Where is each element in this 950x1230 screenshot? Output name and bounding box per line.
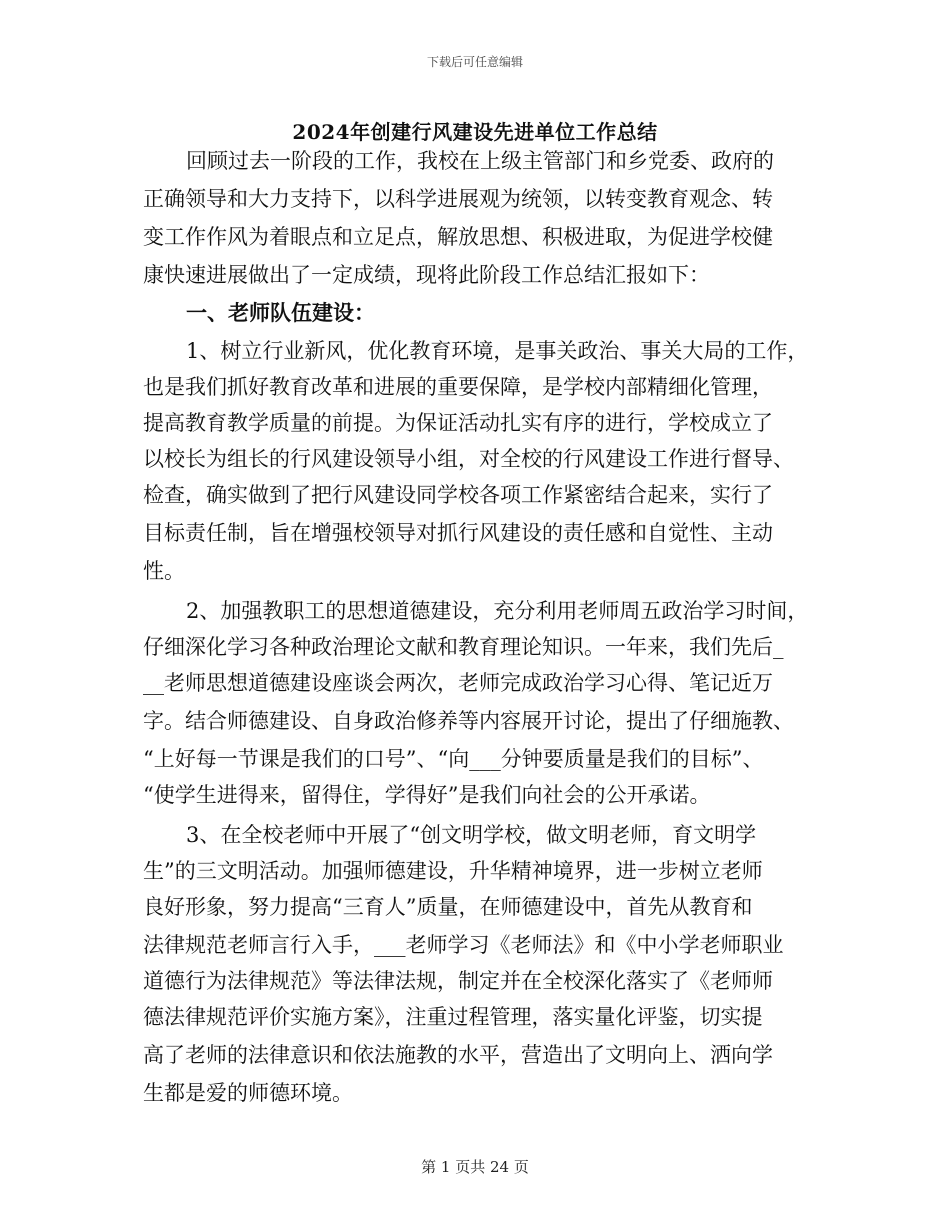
paragraph-3-line: 良好形象，努力提高“三育人”质量，在师德建设中，首先从教育和 (143, 895, 753, 919)
paragraph-2-line: 字。结合师德建设、自身政治修养等内容展开讨论，提出了仔细施教、 (143, 709, 794, 733)
paragraph-1-line: 提高教育教学质量的前提。为保证活动扎实有序的进行，学校成立了 (143, 411, 773, 435)
document-title: 2024年创建行风建设先进单位工作总结 (292, 120, 658, 144)
paragraph-1-line: 以校长为组长的行风建设领导小组，对全校的行风建设工作进行督导、 (143, 447, 794, 471)
paragraph-2-line: 2、加强教职工的思想道德建设，充分利用老师周五政治学习时间， (186, 599, 809, 623)
page-footer: 第 1 页共 24 页 (421, 1158, 529, 1176)
paragraph-2-line: “上好每一节课是我们的口号”、“向___分钟要质量是我们的目标”、 (143, 747, 764, 771)
paragraph-1-line: 也是我们抓好教育改革和进展的重要保障，是学校内部精细化管理， (143, 375, 773, 399)
paragraph-3-line: 高了老师的法律意识和依法施教的水平，营造出了文明向上、洒向学 (143, 1043, 773, 1067)
paragraph-intro-line: 回顾过去一阶段的工作，我校在上级主管部门和乡党委、政府的 (186, 149, 774, 173)
paragraph-1-line: 目标责任制，旨在增强校领导对抓行风建设的责任感和自觉性、主动 (143, 521, 773, 545)
paragraph-3-line: 3、在全校老师中开展了“创文明学校，做文明老师，育文明学 (186, 823, 757, 847)
page-header: 下载后可任意编辑 (426, 55, 523, 69)
paragraph-2-line: __老师思想道德建设座谈会两次，老师完成政治学习心得、笔记近万 (143, 671, 773, 695)
paragraph-2-line: 仔细深化学习各种政治理论文献和教育理论知识。一年来，我们先后_ (143, 635, 784, 659)
paragraph-1-line: 性。 (143, 559, 185, 583)
paragraph-intro-line: 康快速进展做出了一定成绩，现将此阶段工作总结汇报如下： (143, 263, 710, 287)
paragraph-3-line: 法律规范老师言行入手，___老师学习《老师法》和《中小学老师职业 (143, 933, 784, 957)
paragraph-intro-line: 变工作作风为着眼点和立足点，解放思想、积极进取，为促进学校健 (143, 225, 773, 249)
paragraph-1-line: 检查，确实做到了把行风建设同学校各项工作紧密结合起来，实行了 (143, 483, 773, 507)
paragraph-2-line: “使学生进得来，留得住，学得好”是我们向社会的公开承诺。 (143, 783, 711, 807)
paragraph-3-line: 道德行为法律规范》等法律法规，制定并在全校深化落实了《老师师 (143, 969, 773, 993)
paragraph-3-line: 生都是爱的师德环境。 (143, 1081, 353, 1105)
section-heading-teacher-team: 一、老师队伍建设： (186, 300, 375, 325)
paragraph-1-line: 1、树立行业新风，优化教育环境，是事关政治、事关大局的工作， (186, 339, 809, 363)
paragraph-3-line: 德法律规范评价实施方案》，注重过程管理，落实量化评鉴，切实提 (143, 1005, 763, 1029)
paragraph-intro-line: 正确领导和大力支持下，以科学进展观为统领，以转变教育观念、转 (143, 187, 773, 211)
paragraph-3-line: 生”的三文明活动。加强师德建设，升华精神境界，进一步树立老师 (143, 859, 763, 883)
